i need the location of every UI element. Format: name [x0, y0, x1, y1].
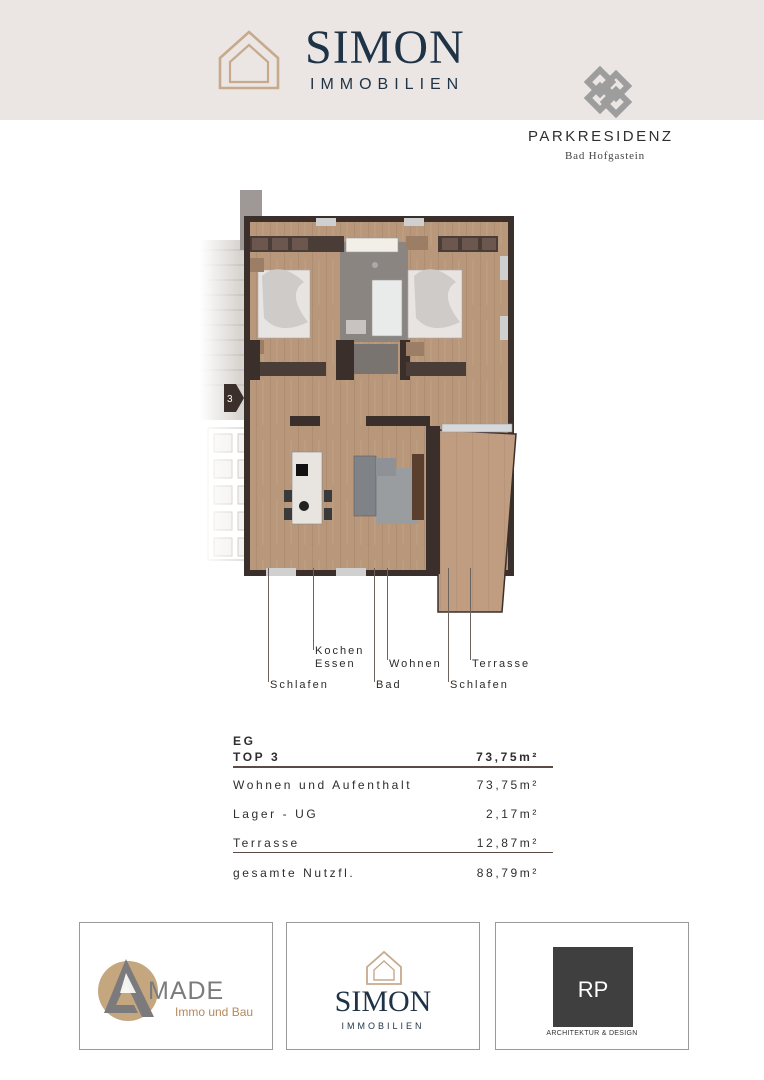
- table-row: Terrasse 12,87m²: [233, 836, 539, 850]
- table-row: Wohnen und Aufenthalt 73,75m²: [233, 778, 539, 792]
- project-title: PARKRESIDENZ: [528, 128, 674, 145]
- brand-subtitle: IMMOBILIEN: [310, 76, 465, 93]
- label-schlafen-right: Schlafen: [450, 679, 509, 691]
- label-bad: Bad: [376, 679, 402, 691]
- leader-bad: [374, 568, 375, 682]
- logo-box-simon: [286, 922, 480, 1050]
- label-terrasse: Terrasse: [472, 658, 531, 670]
- house-logo-icon: [216, 28, 282, 92]
- brand-name: SIMON: [305, 21, 465, 74]
- rp-subtitle: ARCHITEKTUR & DESIGN: [546, 1030, 638, 1037]
- floor-label: EG: [233, 734, 256, 748]
- simon-subtitle: IMMOBILIEN: [341, 1021, 425, 1031]
- floor-plan: [200, 190, 530, 620]
- header-banner: [0, 0, 764, 120]
- leader-schlafen-left: [268, 568, 269, 682]
- amade-name: MADE: [148, 977, 225, 1005]
- top-label: TOP 3: [233, 750, 281, 764]
- rp-logo-square: [553, 947, 633, 1027]
- parkresidenz-logo-icon: [580, 62, 636, 118]
- table-row: gesamte Nutzfl. 88,79m²: [233, 866, 539, 880]
- house-logo-icon: [364, 949, 404, 987]
- simon-name: SIMON: [334, 985, 432, 1018]
- amade-subtitle: Immo und Bau: [175, 1005, 254, 1019]
- logo-box-rp: [495, 922, 689, 1050]
- label-schlafen-left: Schlafen: [270, 679, 329, 691]
- top-row: [233, 750, 553, 766]
- area-table: [233, 734, 553, 884]
- leader-schlafen-right: [448, 568, 449, 682]
- project-location: Bad Hofgastein: [565, 150, 645, 162]
- leader-wohnen: [387, 568, 388, 660]
- top-value: 73,75m²: [476, 750, 539, 764]
- leader-kochen: [313, 568, 314, 650]
- table-row: Lager - UG 2,17m²: [233, 807, 539, 821]
- table-divider: [233, 852, 553, 853]
- leader-terrasse: [470, 568, 471, 660]
- label-wohnen: Wohnen: [389, 658, 442, 670]
- label-essen: Essen: [315, 658, 356, 670]
- label-kochen: Kochen: [315, 645, 365, 657]
- terrace-area: [438, 430, 516, 612]
- table-divider: [233, 766, 553, 768]
- logo-box-amade: [79, 922, 273, 1050]
- unit-number: 3: [227, 394, 233, 405]
- rp-text: RP: [577, 977, 609, 1002]
